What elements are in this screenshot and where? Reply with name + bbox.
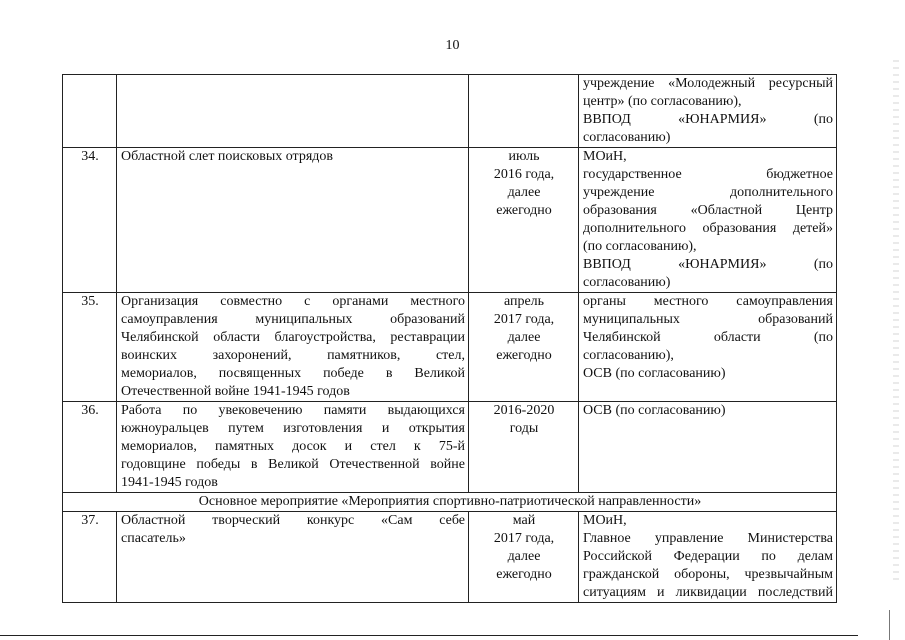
event-text-line: Работа по увековечению памяти выдающихся (121, 403, 465, 418)
executor-text-line: МОиН, (583, 149, 627, 164)
date-text-line: ежегодно (496, 203, 552, 218)
event-cell (117, 75, 469, 148)
executor-text-line: ОСВ (по согласованию) (583, 366, 726, 381)
executor-text-line: Челябинской области (по (583, 330, 833, 345)
date-text-line: апрель (503, 294, 545, 309)
section-row (63, 493, 837, 512)
event-text-line: Областной слет поисковых отрядов (121, 149, 334, 164)
table-body (63, 75, 837, 603)
event-cell (117, 402, 469, 493)
event-cell (117, 293, 469, 402)
executor-text-line: учреждение «Молодежный ресурсный (583, 76, 833, 91)
row-number: 36. (63, 402, 117, 493)
date-cell (469, 512, 579, 603)
date-text-line: ежегодно (496, 348, 552, 363)
executor-text-line: ВВПОД «ЮНАРМИЯ» (по (583, 112, 833, 127)
executor-text-line: ВВПОД «ЮНАРМИЯ» (по (583, 257, 833, 272)
executor-text-line: ОСВ (по согласованию) (583, 403, 726, 418)
event-cell (117, 512, 469, 603)
executor-text-line: государственное бюджетное (583, 167, 833, 182)
date-text-line: 2017 года, (493, 531, 555, 546)
table-row (63, 148, 837, 293)
event-text-line: мемориалов, памятных досок и стел к 75-й (121, 439, 465, 454)
event-text-line: 1941-1945 годов (121, 475, 218, 490)
date-cell (469, 75, 579, 148)
executor-text-line: центр» (по согласованию), (583, 94, 742, 109)
executor-text-line: согласованию) (583, 275, 671, 290)
event-text-line: южноуральцев путем изготовления и открытия (121, 421, 465, 436)
date-cell (469, 402, 579, 493)
executor-cell (579, 75, 837, 148)
event-text-line: мемориалов, посвященных победе в Великой (121, 366, 465, 381)
measures-table (62, 74, 837, 603)
executor-text-line: согласованию) (583, 130, 671, 145)
event-text-line: Организация совместно с органами местного (121, 294, 465, 309)
executor-text-line: учреждение дополнительного (583, 185, 833, 200)
executor-text-line: органы местного самоуправления (583, 294, 833, 309)
section-heading: Основное мероприятие «Мероприятия спортивно-патриотической направленности» (63, 493, 837, 512)
executor-text-line: образования «Областной Центр (583, 203, 833, 218)
executor-text-line: гражданской обороны, чрезвычайным (583, 567, 833, 582)
date-text-line: 2017 года, (493, 312, 555, 327)
executor-cell (579, 402, 837, 493)
table-row (63, 293, 837, 402)
executor-text-line: МОиН, (583, 513, 627, 528)
event-cell (117, 148, 469, 293)
date-text-line: ежегодно (496, 567, 552, 582)
page-number: 10 (445, 38, 460, 53)
event-text-line: Областной творческий конкурс «Сам себе (121, 513, 465, 528)
date-text-line: далее (507, 330, 541, 345)
executor-text-line: ситуациям и ликвидации последствий (583, 585, 833, 600)
row-number (63, 75, 117, 148)
event-text-line: Челябинской области благоустройства, реставрации (121, 330, 465, 345)
executor-text-line: дополнительного образования детей» (583, 221, 833, 236)
date-text-line: далее (507, 185, 541, 200)
date-cell (469, 148, 579, 293)
date-text-line: май (512, 513, 536, 528)
executor-cell (579, 148, 837, 293)
scan-edge-mark (889, 610, 890, 640)
executor-cell (579, 293, 837, 402)
event-text-line: Отечественной войне 1941-1945 годов (121, 384, 350, 399)
date-text-line: 2016-2020 (493, 403, 555, 418)
date-text-line: 2016 года, (493, 167, 555, 182)
event-text-line: спасатель» (121, 531, 186, 546)
executor-text-line: муниципальных образований (583, 312, 833, 327)
date-text-line: годы (509, 421, 539, 436)
executor-text-line: (по согласованию), (583, 239, 697, 254)
bottom-edge-line (0, 635, 858, 636)
row-number: 34. (63, 148, 117, 293)
row-number: 37. (63, 512, 117, 603)
event-text-line: самоуправления муниципальных образований (121, 312, 465, 327)
date-cell (469, 293, 579, 402)
scan-edge-artifact (893, 60, 899, 580)
executor-cell (579, 512, 837, 603)
executor-text-line: Российской Федерации по делам (583, 549, 833, 564)
table-row (63, 512, 837, 603)
row-number: 35. (63, 293, 117, 402)
executor-text-line: Главное управление Министерства (583, 531, 833, 546)
table-row (63, 75, 837, 148)
event-text-line: годовщине победы в Великой Отечественной войне (121, 457, 465, 472)
date-text-line: июль (508, 149, 540, 164)
event-text-line: воинских захоронений, памятников, стел, (121, 348, 465, 363)
table-row (63, 402, 837, 493)
date-text-line: далее (507, 549, 541, 564)
executor-text-line: согласованию), (583, 348, 674, 363)
